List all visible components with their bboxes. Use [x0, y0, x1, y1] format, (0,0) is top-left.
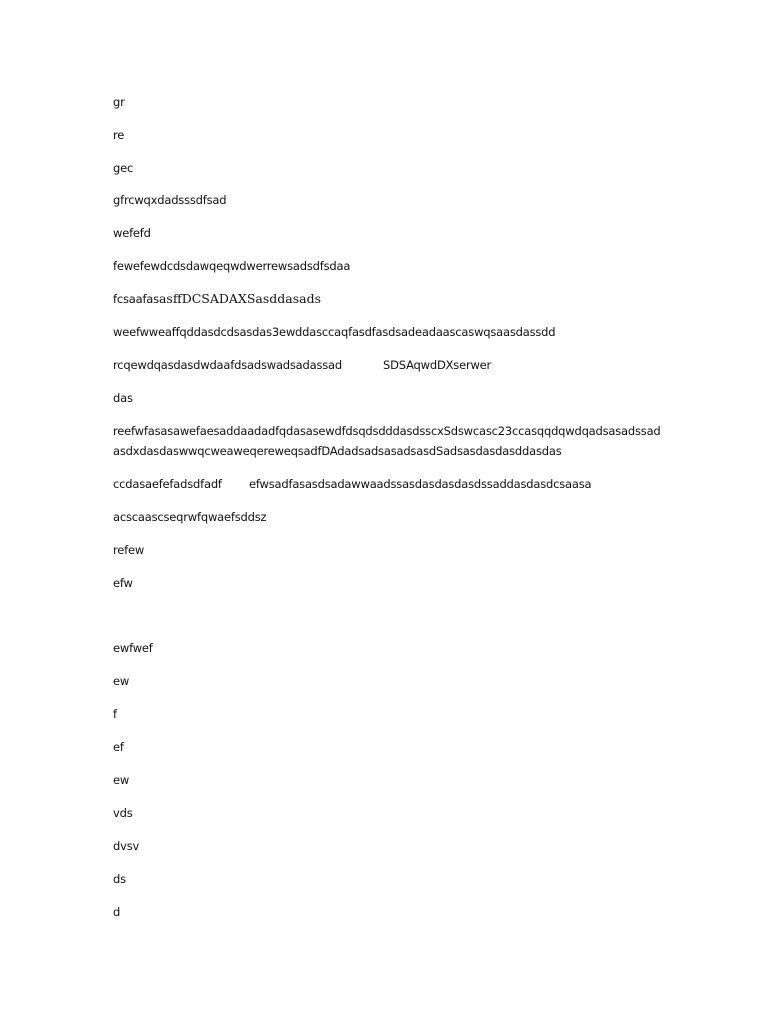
text-line: dvsv	[113, 839, 140, 853]
text-line: re	[113, 128, 125, 142]
text-line: gr	[113, 95, 125, 109]
text-line: fewefewdcdsdawqeqwdwerrewsadsdfsdaa	[113, 259, 351, 273]
mixed-font-line	[113, 292, 321, 306]
tabbed-line-left: rcqewdqasdasdwdaafdsadswadsadassad	[113, 358, 343, 372]
mixed-line-sans-part: fcsaafas	[113, 292, 159, 306]
text-line: weefwweaffqddasdcdsasdas3ewddasccaqfasdfasdsadeadaascaswqsaasdassdd	[113, 325, 556, 339]
text-line: acscaascseqrwfqwaefsddsz	[113, 510, 267, 524]
text-line: ew	[113, 674, 130, 688]
tabbed-line-right: SDSAqwdDXserwer	[383, 358, 492, 372]
text-line: ef	[113, 740, 124, 754]
text-line: d	[113, 905, 121, 919]
text-line: reefwfasasawefaesaddaadadfqdasasewdfdsqdsdddasdsscxSdswcasc23ccasqqdqwdqadsasadssad	[113, 424, 661, 438]
mixed-line-serif-part: asffDCSADAXSasddasads	[158, 291, 321, 306]
text-line: asdxdasdaswwqcweaweqereweqsadfDAdadsadsasadsasdSadsasdasdasddasdas	[113, 444, 562, 458]
text-line: f	[113, 707, 117, 721]
tabbed-line-right: efwsadfasasdsadawwaadssasdasdasdasdssaddasdasdcsaasa	[249, 477, 592, 491]
text-line: refew	[113, 543, 145, 557]
text-line: gfrcwqxdadsssdfsad	[113, 193, 227, 207]
text-line: vds	[113, 806, 133, 820]
text-line: efw	[113, 576, 133, 590]
text-line: das	[113, 391, 133, 405]
text-line: ew	[113, 773, 130, 787]
text-line: wefefd	[113, 226, 151, 240]
tabbed-line	[113, 358, 673, 372]
tabbed-line-left: ccdasaefefadsdfadf	[113, 477, 222, 491]
text-line: ds	[113, 872, 126, 886]
tabbed-line	[113, 477, 673, 491]
text-line: gec	[113, 161, 134, 175]
text-line: ewfwef	[113, 641, 153, 655]
